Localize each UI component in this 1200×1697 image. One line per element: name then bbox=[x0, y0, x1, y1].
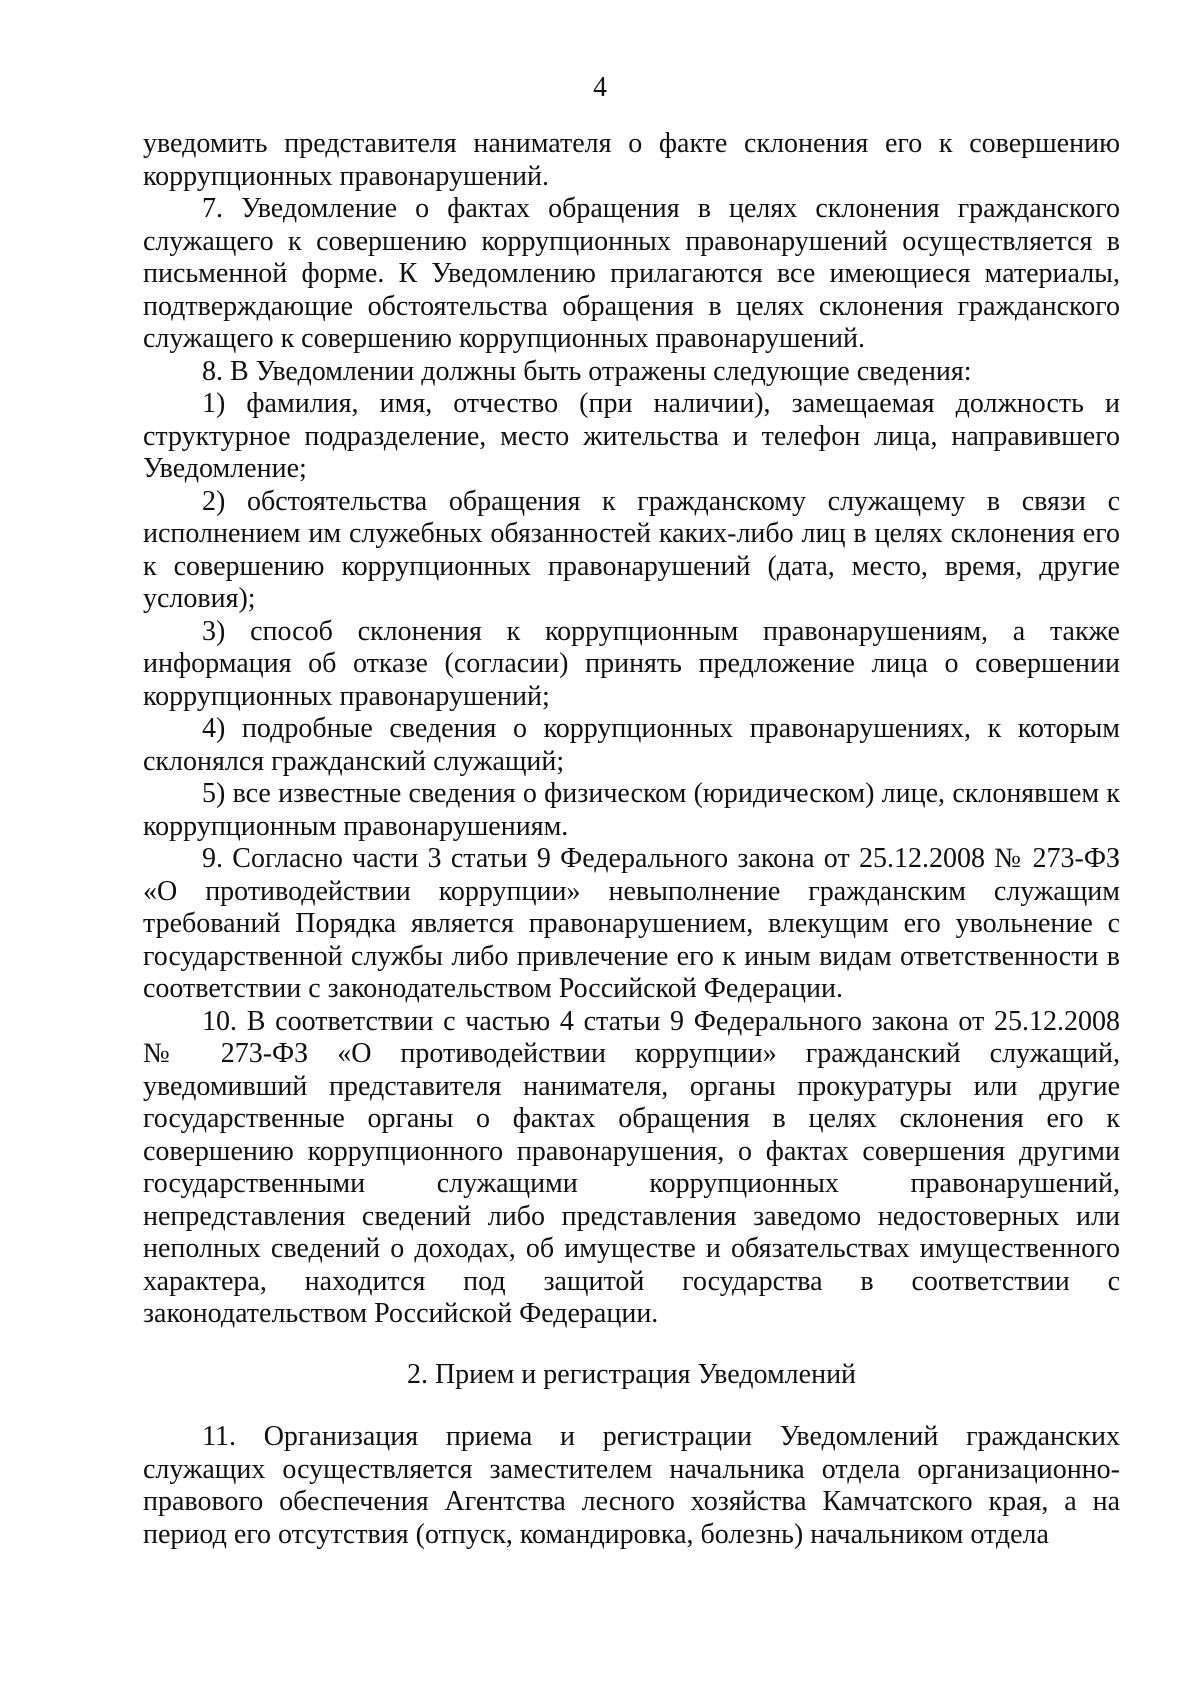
paragraph-item-7: 7. Уведомление о фактах обращения в целях склонения гражданского служащего к совершению коррупционных правонарушений осуществляется в письменной форме. К Уведомлению прилагаются все имеющиеся материалы, подтверждающие обстоятельства обращения в целях склонения гражданского служащего к совершению коррупционных правонарушений. bbox=[143, 193, 1120, 354]
subitem-3: 3) способ склонения к коррупционным правонарушениям, а также информация об отказе (согласии) принять предложение лица о совершении коррупционных правонарушений; bbox=[143, 615, 1120, 712]
paragraph-item-9: 9. Согласно части 3 статьи 9 Федерального закона от 25.12.2008 № 273-ФЗ «О противодействии коррупции» невыполнение гражданским служащим требований Порядка является правонарушением, влекущим его увольнение с государственной службы либо привлечение его к иным видам ответственности в соответствии с законодательством Российской Федерации. bbox=[143, 843, 1120, 1004]
page-number: 4 bbox=[593, 72, 607, 103]
document-body bbox=[143, 128, 1120, 1551]
subitem-1: 1) фамилия, имя, отчество (при наличии), замещаемая должность и структурное подразделение, место жительства и телефон лица, направившего Уведомление; bbox=[143, 388, 1120, 484]
paragraph-item-10: 10. В соответствии с частью 4 статьи 9 Федерального закона от 25.12.2008 № 273-ФЗ «О противодействии коррупции» гражданский служащий, уведомивший представителя нанимателя, органы прокуратуры или другие государственные органы о фактах обращения в целях склонения его к совершению коррупционного правонарушения, о фактах совершения другими государственными служащими коррупционных правонарушений, непредставления сведений либо представления заведомо недостоверных или неполных сведений о доходах, об имуществе и обязательствах имущественного характера, находится под защитой государства в соответствии с законодательством Российской Федерации. bbox=[143, 1005, 1120, 1329]
paragraph-continuation: уведомить представителя нанимателя о факте склонения его к совершению коррупционных правонарушений. bbox=[143, 128, 1120, 192]
subitem-5: 5) все известные сведения о физическом (юридическом) лице, склонявшем к коррупционным правонарушениям. bbox=[143, 778, 1120, 842]
paragraph-item-8: 8. В Уведомлении должны быть отражены следующие сведения: bbox=[202, 355, 972, 387]
paragraph-item-11: 11. Организация приема и регистрации Уведомлений гражданских служащих осуществляется заместителем начальника отдела организационно-правового обеспечения Агентства лесного хозяйства Камчатского края, а на период его отсутствия (отпуск, командировка, болезнь) начальником отдела bbox=[143, 1421, 1120, 1550]
section-heading: 2. Прием и регистрация Уведомлений bbox=[406, 1358, 857, 1390]
subitem-4: 4) подробные сведения о коррупционных правонарушениях, к которым склонялся гражданский служащий; bbox=[143, 713, 1120, 777]
subitem-2: 2) обстоятельства обращения к гражданскому служащему в связи с исполнением им служебных обязанностей каких-либо лиц в целях склонения его к совершению коррупционных правонарушений (дата, место, время, другие условия); bbox=[143, 485, 1120, 614]
